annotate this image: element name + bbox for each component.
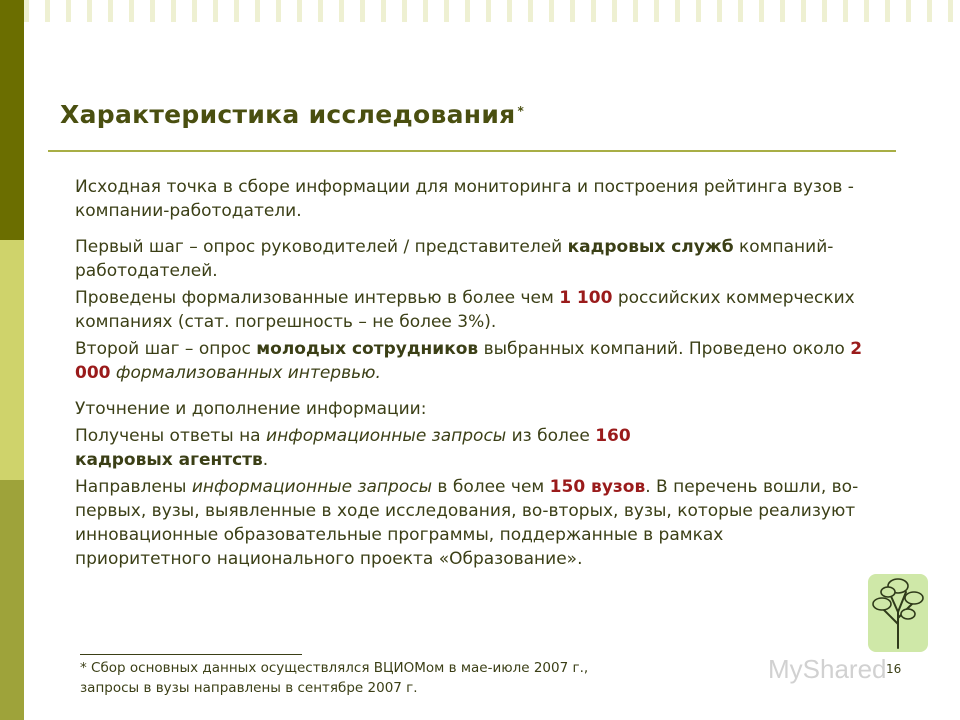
- tree-icon: [866, 572, 930, 654]
- page-number: 16: [886, 662, 902, 676]
- text-span: компаний-работодателей.: [75, 237, 834, 281]
- text-span: Второй шаг – опрос: [75, 339, 257, 359]
- text-italic: формализованных интервью.: [110, 363, 381, 383]
- footnote-line: запросы в вузы направлены в сентябре 2007 г.: [80, 680, 418, 696]
- text-span: из более: [506, 426, 596, 446]
- text-bold: молодых сотрудников: [256, 339, 479, 359]
- highlight-number: 1 100: [559, 288, 613, 308]
- text-span: Направлены: [75, 477, 192, 497]
- text-span: в более чем: [432, 477, 550, 497]
- paragraph-agencies: [75, 424, 865, 472]
- slide-title: [60, 100, 524, 129]
- footnote: [80, 658, 720, 698]
- paragraph-clarification: Уточнение и дополнение информации:: [75, 399, 427, 419]
- footnote-line: * Сбор основных данных осуществлялся ВЦИОМом в мае-июле 2007 г.,: [80, 660, 589, 676]
- paragraph-second-step: [75, 337, 865, 385]
- text-span: Проведены формализованные интервью в более чем: [75, 288, 560, 308]
- text-span: выбранных компаний. Проведено около: [478, 339, 851, 359]
- text-span: .: [262, 450, 269, 470]
- text-span: российских коммерческих компаниях (стат. погрешность – не более 3%).: [75, 288, 855, 332]
- footnote-separator: [80, 654, 302, 655]
- top-dot-border: [24, 0, 960, 22]
- text-bold: кадровых агентств: [75, 450, 263, 470]
- slide-title-text: Характеристика исследования: [60, 100, 516, 129]
- highlight-number: 150 вузов: [549, 477, 646, 497]
- text-italic: информационные запросы: [266, 426, 507, 446]
- left-bar-mid: [0, 480, 24, 720]
- title-underline: [48, 150, 896, 152]
- text-span: . В перечень вошли, во-первых, вузы, выявленные в ходе исследования, во-вторых, вузы, которые реализуют инновационные образовательные программы, поддержанные в рамках приоритетного национального проекта «Образование».: [75, 477, 859, 569]
- paragraph-first-step: [75, 235, 865, 283]
- text-span: Первый шаг – опрос руководителей / представителей: [75, 237, 568, 257]
- text-span: Получены ответы на: [75, 426, 267, 446]
- watermark: MyShared: [768, 654, 887, 684]
- highlight-number: 160: [595, 426, 631, 446]
- left-bar-dark: [0, 0, 24, 240]
- paragraph-universities: [75, 475, 865, 571]
- paragraph-interviews-companies: [75, 286, 865, 334]
- slide-body: [75, 175, 865, 571]
- left-bar-light: [0, 240, 24, 480]
- paragraph-starting-point: Исходная точка в сборе информации для мониторинга и построения рейтинга вузов - компании-работодатели.: [75, 177, 854, 221]
- text-bold: кадровых служб: [567, 237, 734, 257]
- text-italic: информационные запросы: [191, 477, 433, 497]
- highlight-number: 2 000: [75, 339, 863, 383]
- title-footnote-mark: *: [517, 104, 525, 118]
